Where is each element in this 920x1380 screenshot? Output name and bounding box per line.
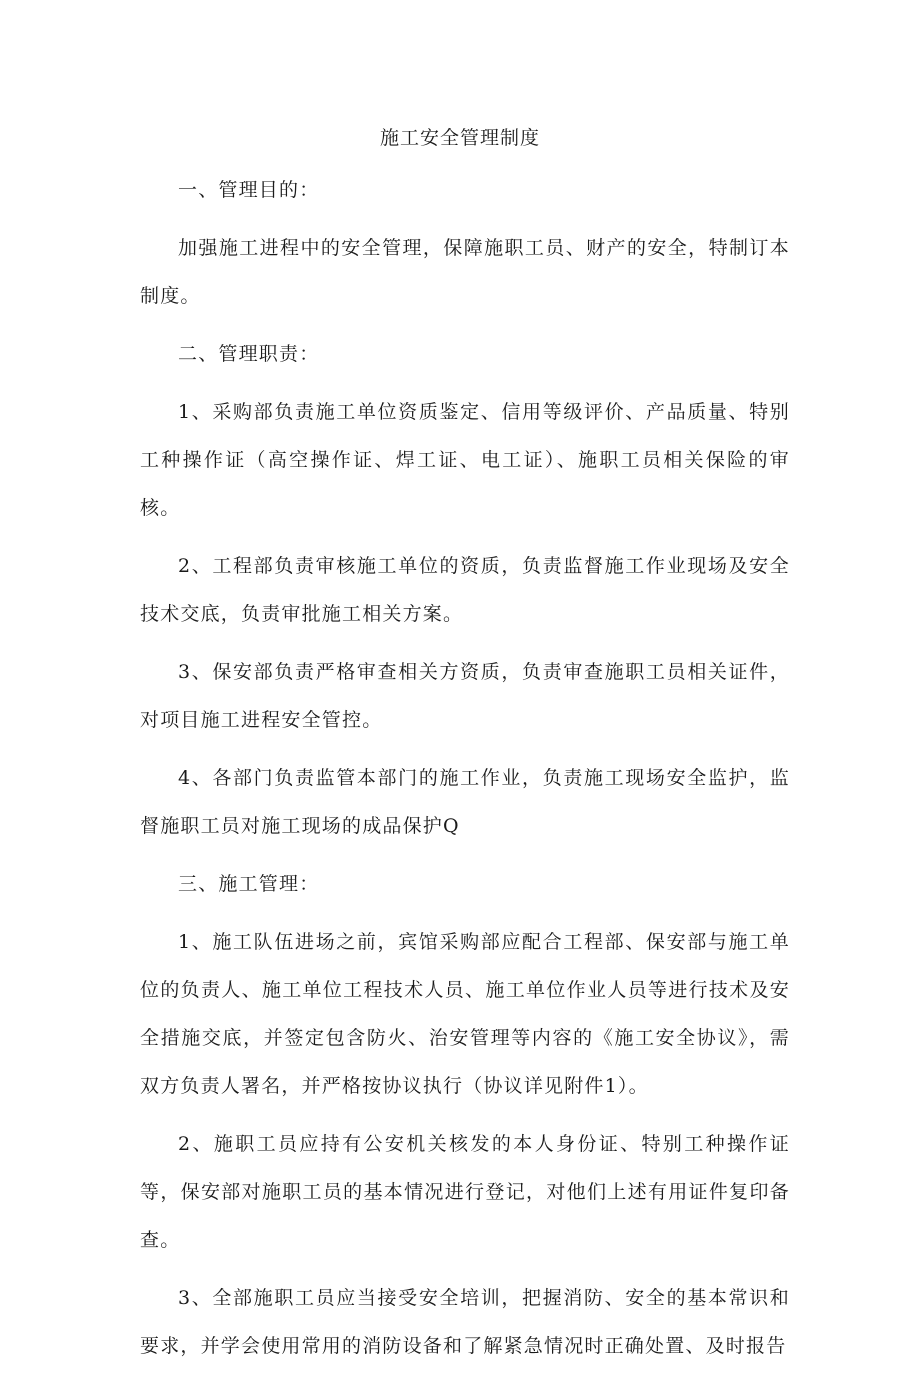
section-heading-purpose: 一、管理目的：	[178, 179, 320, 201]
paragraph-management-3: 3、全部施职工员应当接受安全培训，把握消防、安全的基本常识和要求，并学会使用常用的消防设备和了解紧急情况时正确处置、及时报告	[140, 1287, 790, 1357]
section-heading-duties: 二、管理职责：	[178, 343, 320, 365]
paragraph-management-1: 1、施工队伍进场之前，宾馆采购部应配合工程部、保安部与施工单位的负责人、施工单位工程技术人员、施工单位作业人员等进行技术及安全措施交底，并签定包含防火、治安管理等内容的《施工安全协议》，需双方负责人署名，并严格按协议执行（协议详见附件1）。	[140, 931, 790, 1097]
paragraph-duty-3: 3、保安部负责严格审查相关方资质，负责审查施职工员相关证件，对项目施工进程安全管控。	[140, 661, 790, 731]
paragraph-duty-1: 1、采购部负责施工单位资质鉴定、信用等级评价、产品质量、特别工种操作证（高空操作证、焊工证、电工证）、施职工员相关保险的审核。	[140, 401, 790, 519]
document-title: 施工安全管理制度	[379, 127, 540, 149]
document-body	[140, 166, 790, 1380]
paragraph-duty-2: 2、工程部负责审核施工单位的资质，负责监督施工作业现场及安全技术交底，负责审批施工相关方案。	[140, 555, 790, 625]
paragraph-duty-4: 4、各部门负责监管本部门的施工作业，负责施工现场安全监护，监督施职工员对施工现场的成品保护Q	[140, 767, 790, 837]
section-heading-management: 三、施工管理：	[178, 873, 320, 895]
paragraph-purpose: 加强施工进程中的安全管理，保障施职工员、财产的安全，特制订本制度。	[140, 237, 790, 307]
paragraph-management-2: 2、施职工员应持有公安机关核发的本人身份证、特别工种操作证等，保安部对施职工员的基本情况进行登记，对他们上述有用证件复印备查。	[140, 1133, 790, 1251]
